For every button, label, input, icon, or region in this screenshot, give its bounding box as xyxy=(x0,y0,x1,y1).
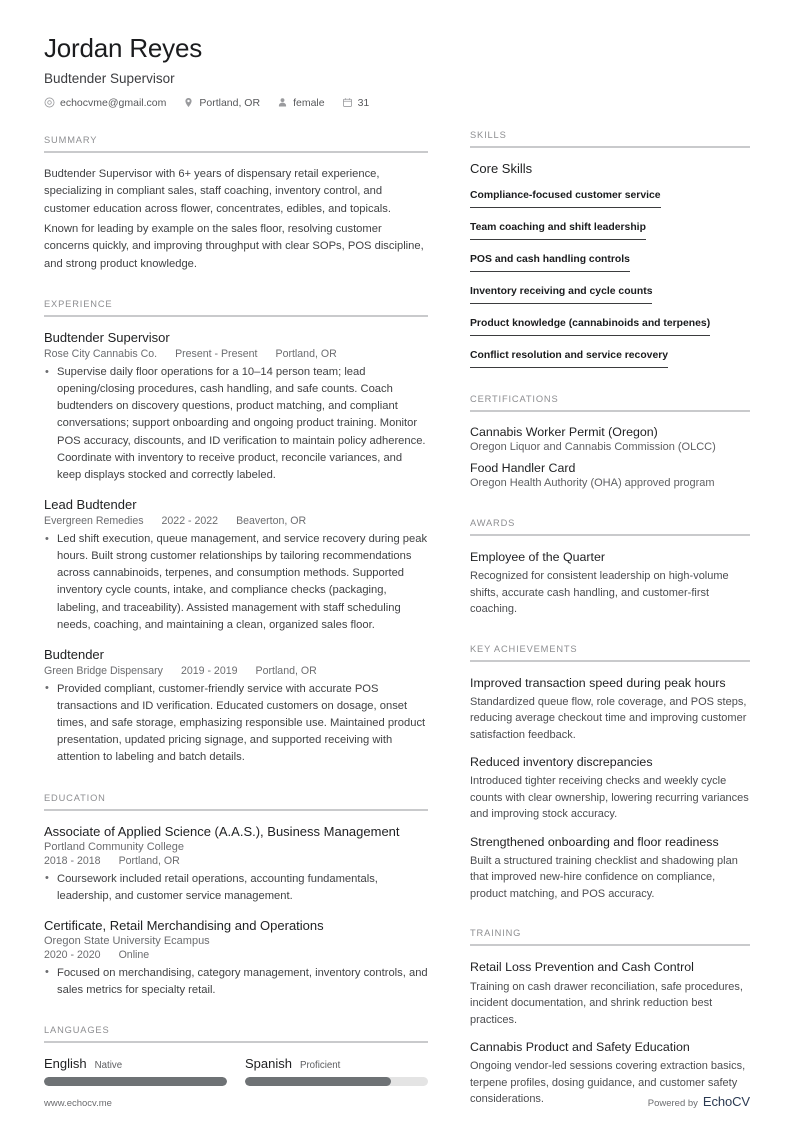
experience-heading: EXPERIENCE xyxy=(44,299,113,310)
experience-entry xyxy=(44,330,428,484)
experience-bullets xyxy=(44,681,428,767)
contact-email[interactable] xyxy=(44,97,166,109)
experience-dates: 2019 - 2019 xyxy=(180,664,238,677)
candidate-job-title: Budtender Supervisor xyxy=(44,70,175,86)
experience-meta xyxy=(44,665,428,677)
language-level: Native xyxy=(94,1060,123,1072)
language-name: English xyxy=(44,1056,87,1072)
certifications-heading: CERTIFICATIONS xyxy=(470,394,559,404)
experience-dates: 2022 - 2022 xyxy=(161,515,219,528)
training-description: Ongoing vendor-led sessions covering extraction basics, terpene profiles, dosing guidance, and customer safety considerations. xyxy=(470,1060,746,1106)
award-title: Employee of the Quarter xyxy=(470,549,605,564)
email-icon xyxy=(44,97,55,108)
education-meta xyxy=(44,949,428,961)
contact-location-value: Portland, OR xyxy=(199,96,261,109)
skill-item xyxy=(470,345,750,368)
education-bullets xyxy=(44,871,428,905)
language-progress-fill xyxy=(44,1077,227,1086)
language-header xyxy=(44,1056,227,1071)
contact-gender xyxy=(277,97,325,109)
summary-paragraph: Budtender Supervisor with 6+ years of dispensary retail experience, specializing in compliant sales, staff coaching, inventory control, and customer education across flower, concentrates, edibles, and topicals. xyxy=(44,167,391,215)
skill-name: Conflict resolution and service recovery xyxy=(470,349,668,368)
candidate-name: Jordan Reyes xyxy=(44,33,203,63)
key-achievement-description: Standardized queue flow, role coverage, and POS steps, reducing average checkout time and improving customer satisfaction feedback. xyxy=(470,695,747,741)
summary-paragraph: Known for leading by example on the sales floor, resolving customer concerns quickly, and improving throughput with clear SOPs, POS discipline, and strong product knowledge. xyxy=(44,222,424,270)
page-footer xyxy=(44,1094,750,1109)
experience-bullets xyxy=(44,531,428,634)
training-title: Retail Loss Prevention and Cash Control xyxy=(470,960,694,975)
experience-bullets xyxy=(44,364,428,484)
certification-name: Food Handler Card xyxy=(470,460,576,475)
experience-meta xyxy=(44,515,428,527)
education-heading: EDUCATION xyxy=(44,792,106,803)
location-icon xyxy=(183,97,194,108)
calendar-icon xyxy=(342,97,353,108)
skill-name: Compliance-focused customer service xyxy=(470,189,661,208)
skill-name: POS and cash handling controls xyxy=(470,253,630,272)
experience-meta xyxy=(44,348,428,360)
contact-location xyxy=(183,97,260,109)
skill-item xyxy=(470,185,750,208)
language-item xyxy=(44,1056,227,1086)
section-skills xyxy=(470,130,750,368)
language-progress-track xyxy=(245,1077,428,1086)
education-school: Portland Community College xyxy=(44,840,185,853)
footer-brand[interactable]: EchoCV xyxy=(702,1094,750,1109)
education-degree: Certificate, Retail Merchandising and Operations xyxy=(44,917,324,933)
education-school: Oregon State University Ecampus xyxy=(44,934,210,947)
contact-age xyxy=(342,97,370,109)
training-description: Training on cash drawer reconciliation, safe procedures, incident documentation, and shrink reduction best practices. xyxy=(470,980,743,1026)
experience-entry xyxy=(44,647,428,767)
key-achievement-description: Built a structured training checklist and shadowing plan that improved new-hire confidence on compliance, product matching, and POS accuracy. xyxy=(470,854,738,900)
training-heading: TRAINING xyxy=(470,928,522,939)
section-divider xyxy=(470,660,750,662)
skills-group-title: Core Skills xyxy=(470,161,533,176)
languages-grid xyxy=(44,1056,428,1086)
experience-job-title: Budtender xyxy=(44,646,104,662)
experience-entry xyxy=(44,497,428,634)
gender-icon xyxy=(277,97,288,108)
experience-bullet: • Led shift execution, queue management, and service recovery during peak hours. Built strong customer relationships by tailoring recommendations across cannabinoids, terpenes, and consumption methods. Supported inventory cycle counts, intake, and compliance checks (packaging, labeling, and traceability). Assisted management with staff scheduling needs, coaching, and maintaining a clean, organized sales floor. xyxy=(44,531,428,634)
education-location: Online xyxy=(118,948,150,961)
experience-job-title: Budtender Supervisor xyxy=(44,330,170,346)
education-meta xyxy=(44,855,428,867)
certification-issuer: Oregon Health Authority (OHA) approved program xyxy=(470,476,715,489)
experience-location: Portland, OR xyxy=(255,664,317,677)
education-location: Portland, OR xyxy=(118,854,180,867)
experience-job-title: Lead Budtender xyxy=(44,497,137,513)
skill-item xyxy=(470,313,750,336)
summary-heading: SUMMARY xyxy=(44,134,98,145)
section-education xyxy=(44,793,428,1000)
key-achievement-title: Strengthened onboarding and floor readiness xyxy=(470,834,719,849)
key-achievements-heading: KEY ACHIEVEMENTS xyxy=(470,643,578,654)
key-achievement-title: Reduced inventory discrepancies xyxy=(470,755,653,770)
education-degree: Associate of Applied Science (A.A.S.), Business Management xyxy=(44,823,400,839)
skill-item xyxy=(470,249,750,272)
language-level: Proficient xyxy=(299,1060,341,1072)
education-entry xyxy=(44,824,428,905)
two-column-layout xyxy=(44,34,750,1108)
skill-name: Inventory receiving and cycle counts xyxy=(470,285,652,304)
language-item xyxy=(245,1056,428,1086)
language-progress-fill xyxy=(245,1077,391,1086)
resume-header xyxy=(44,34,428,109)
contact-age-value: 31 xyxy=(357,96,370,109)
experience-organization: Evergreen Remedies xyxy=(44,515,144,528)
left-column xyxy=(44,34,428,1086)
language-progress-track xyxy=(44,1077,227,1086)
experience-organization: Green Bridge Dispensary xyxy=(44,664,163,677)
right-column xyxy=(470,34,750,1108)
experience-organization: Rose City Cannabis Co. xyxy=(44,348,158,361)
language-name: Spanish xyxy=(245,1056,292,1072)
education-bullets xyxy=(44,965,428,999)
key-achievement-title: Improved transaction speed during peak hours xyxy=(470,675,726,690)
education-bullet: • Focused on merchandising, category management, inventory controls, and sales metrics for specialty retail. xyxy=(44,965,428,999)
section-divider xyxy=(470,534,750,536)
languages-heading: LANGUAGES xyxy=(44,1025,110,1036)
footer-powered-label: Powered by xyxy=(647,1098,698,1109)
experience-bullet: • Supervise daily floor operations for a 10–14 person team; lead opening/closing procedures, cash handling, and safe counts. Coach budtenders on discovery questions, product matching, and compliant conversations; support onboarding and ongoing product training. Monitor POS accuracy, discounts, and ID verification to maintain policy adherence. Coordinate with inventory to receive product, reconcile variances, and keep displays stocked and correctly labeled. xyxy=(44,364,428,484)
award-item xyxy=(470,549,750,618)
key-achievement-item xyxy=(470,834,750,903)
key-achievement-description: Introduced tighter receiving checks and weekly cycle counts with clear ownership, lowering recurring variances and improving stock accuracy. xyxy=(470,775,749,821)
education-entry xyxy=(44,918,428,999)
section-divider xyxy=(470,944,750,946)
section-certifications xyxy=(470,394,750,492)
certification-item xyxy=(470,425,750,456)
section-experience xyxy=(44,299,428,767)
certification-issuer: Oregon Liquor and Cannabis Commission (OLCC) xyxy=(470,441,716,453)
section-training xyxy=(470,928,750,1107)
section-languages xyxy=(44,1025,428,1086)
section-divider xyxy=(470,410,750,412)
skill-item xyxy=(470,281,750,304)
education-dates: 2020 - 2020 xyxy=(44,948,101,961)
section-summary xyxy=(44,135,428,273)
section-divider xyxy=(44,1041,428,1043)
skill-name: Team coaching and shift leadership xyxy=(470,221,646,240)
certification-name: Cannabis Worker Permit (Oregon) xyxy=(470,425,658,439)
training-item xyxy=(470,959,750,1028)
award-description: Recognized for consistent leadership on high-volume shifts, accurate cash handling, and customer-first coaching. xyxy=(470,570,729,615)
skills-heading: SKILLS xyxy=(470,130,507,140)
footer-powered-by xyxy=(648,1094,750,1109)
experience-location: Portland, OR xyxy=(275,348,337,361)
education-dates: 2018 - 2018 xyxy=(44,854,101,867)
footer-website[interactable]: www.echocv.me xyxy=(44,1098,112,1109)
key-achievement-item xyxy=(470,754,750,823)
section-divider xyxy=(44,809,428,811)
experience-dates: Present - Present xyxy=(175,348,258,361)
contact-gender-value: female xyxy=(293,96,325,109)
contact-email-value: echocvme@gmail.com xyxy=(60,96,167,109)
language-header xyxy=(245,1056,428,1071)
skill-name: Product knowledge (cannabinoids and terpenes) xyxy=(470,317,710,336)
education-bullet: • Coursework included retail operations, accounting fundamentals, leadership, and customer service management. xyxy=(44,871,428,905)
section-divider xyxy=(44,151,428,153)
key-achievement-item xyxy=(470,675,750,744)
skill-item xyxy=(470,217,750,240)
section-divider xyxy=(470,146,750,148)
section-awards xyxy=(470,518,750,618)
awards-heading: AWARDS xyxy=(470,517,516,528)
training-title: Cannabis Product and Safety Education xyxy=(470,1040,690,1054)
experience-bullet: • Provided compliant, customer-friendly service with accurate POS transactions and ID verification. Educated customers on dosage, onset times, and safe storage, emphasizing responsible use. Maintained product presentation, updated pricing signage, and supported receiving with attention to labeling and batch details. xyxy=(44,681,428,767)
section-key-achievements xyxy=(470,644,750,903)
contact-row xyxy=(44,97,428,109)
certification-item xyxy=(470,461,750,492)
experience-location: Beaverton, OR xyxy=(236,515,307,528)
section-divider xyxy=(44,315,428,317)
